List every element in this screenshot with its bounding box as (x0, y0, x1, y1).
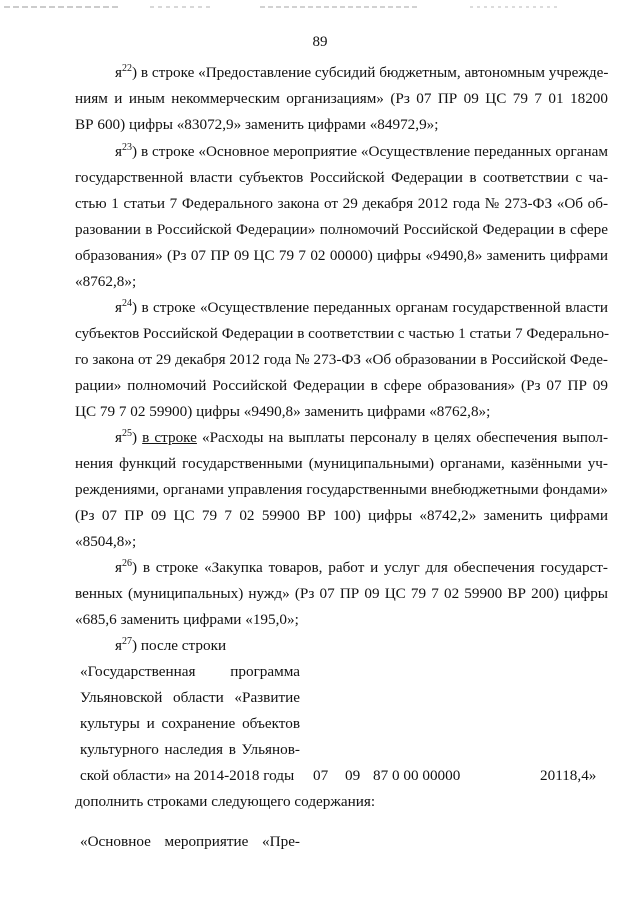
footnote-number: 25 (122, 427, 132, 439)
table-cell-pr: 09 (345, 767, 361, 784)
table-row-name-line-1: «Государственная программа (80, 663, 300, 680)
paragraph-ya22-line-2: ниям и иным некоммерческим организациям» (Рз 07 ПР 09 ЦС 79 7 01 18200 (75, 90, 608, 107)
paragraph-ya23-line-5: образования» (Рз 07 ПР 09 ЦС 79 7 02 00000) цифры «9490,8» заменить цифрами (75, 247, 608, 264)
after-row-text: дополнить строками следующего содержания: (75, 793, 376, 810)
paragraph-ya25-line-5: «8504,8»; (75, 533, 137, 550)
table-cell-rz: 07 (313, 767, 329, 784)
footnote-number: 23 (122, 141, 132, 153)
footnote-number: 22 (122, 62, 132, 74)
page-number: 89 (312, 34, 328, 50)
paragraph-ya23-line-6: «8762,8»; (75, 273, 137, 290)
table-cell-amount: 20118,4» (540, 767, 597, 784)
paragraph-ya24-line-4: рации» полномочий Российской Федерации в сфере образования» (Рз 07 ПР 09 (75, 377, 608, 394)
item-marker: я (115, 559, 122, 576)
paragraph-ya24-line-5: ЦС 79 7 02 59900) цифры «9490,8» заменить цифрами «8762,8»; (75, 403, 491, 420)
paragraph-ya25-line-4: (Рз 07 ПР 09 ЦС 79 7 02 59900 ВР 100) цифры «8742,2» заменить цифрами (75, 507, 608, 524)
paragraph-ya24-line-3: го закона от 29 декабря 2012 года № 273-ФЗ «Об образовании в Российской Феде- (75, 351, 608, 368)
table-row-name-line-2: Ульяновской области «Развитие (80, 689, 300, 706)
footnote-number: 27 (122, 635, 132, 647)
paragraph-ya25-line-2: нения функций государственными (муниципальными) органами, казёнными уч- (75, 455, 608, 472)
paragraph-ya24-line-1: я$^{24}$) в строке «Осуществление переданных органам государственной власти (115, 297, 608, 316)
paragraph-ya25-line-3: реждениями, органами управления государственными внебюджетными фондами» (75, 481, 608, 498)
paragraph-ya22-line-3: ВР 600) цифры «83072,9» заменить цифрами «84972,9»; (75, 116, 439, 133)
table-cell-cs: 87 0 00 00000 (373, 767, 461, 784)
item-marker: я (115, 143, 122, 160)
table-row-name-line-5: ской области» на 2014-2018 годы (80, 767, 295, 784)
paragraph-ya25-line-1: я$^{25}$) в строке «Расходы на выплаты персоналу в целях обеспечения выпол- (115, 427, 609, 446)
footnote-number: 26 (122, 557, 132, 569)
paragraph-ya22-line-1: я$^{22}$) в строке «Предоставление субсидий бюджетным, автономным учрежде- (115, 62, 609, 81)
item-marker: я (115, 64, 122, 81)
paragraph-ya26-line-1: я$^{26}$) в строке «Закупка товаров, работ и услуг для обеспечения государст- (115, 557, 608, 576)
paragraph-ya23-line-1: я$^{23}$) в строке «Основное мероприятие «Осуществление переданных органам (115, 141, 608, 160)
item-marker: я (115, 299, 122, 316)
paragraph-ya26-line-3: «685,6 заменить цифрами «195,0»; (75, 611, 299, 628)
item-marker: я (115, 429, 122, 446)
paragraph-ya26-line-2: венных (муниципальных) нужд» (Рз 07 ПР 09 ЦС 79 7 02 59900 ВР 200) цифры (75, 585, 608, 602)
paragraph-ya23-line-2: государственной власти субъектов Российской Федерации в соответствии с ча- (75, 169, 608, 186)
paragraph-ya24-line-2: субъектов Российской Федерации в соответствии с частью 1 статьи 7 Федерально- (75, 325, 610, 342)
paragraph-ya27-line-1: я$^{27}$) после строки (115, 635, 227, 654)
scan-header-marks (0, 0, 640, 10)
footnote-number: 24 (122, 297, 132, 309)
table-row-name-line-4: культурного наследия в Ульянов- (80, 741, 300, 758)
table-row-name-line-3: культуры и сохранение объектов (80, 715, 300, 732)
next-row-start: «Основное мероприятие «Пре- (80, 833, 300, 850)
item-marker: я (115, 637, 122, 654)
paragraph-ya23-line-4: разовании в Российской Федерации» полномочий Российской Федерации в сфере (75, 221, 608, 238)
paragraph-ya23-line-3: стью 1 статьи 7 Федерального закона от 29 декабря 2012 года № 273-ФЗ «Об об- (75, 195, 608, 212)
underlined-phrase: в строке (142, 429, 197, 446)
